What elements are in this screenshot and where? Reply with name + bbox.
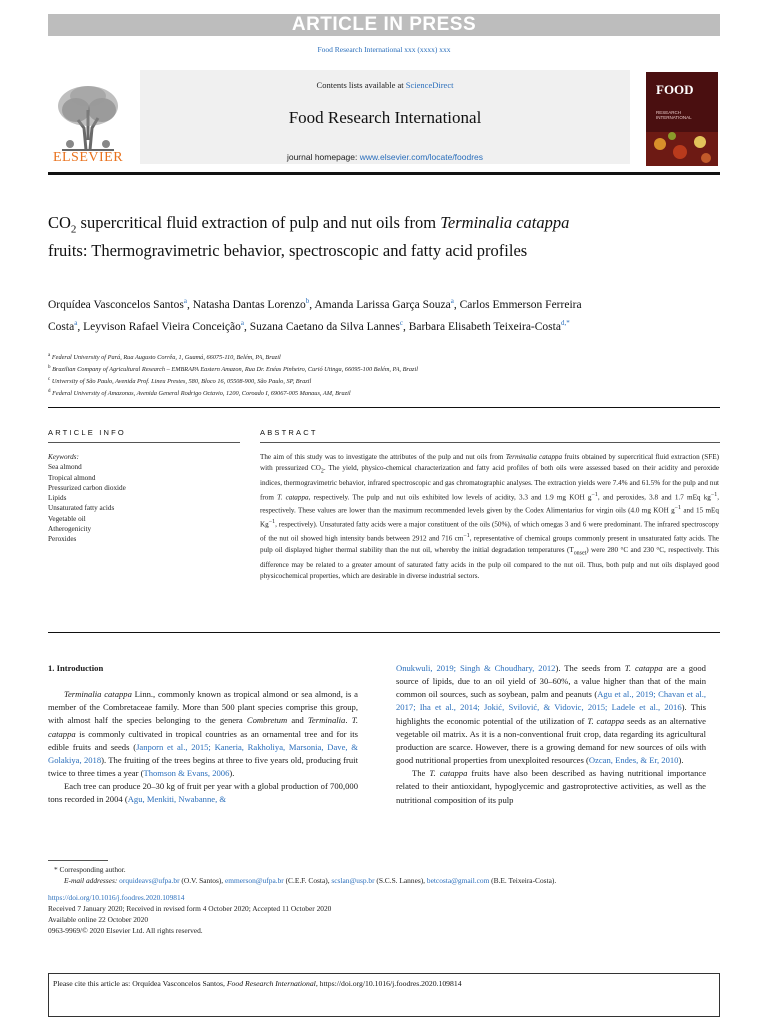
cover-title-international: INTERNATIONAL bbox=[656, 115, 692, 120]
abstract-heading: ABSTRACT bbox=[260, 428, 318, 437]
email-line bbox=[48, 875, 720, 886]
abstract-frag: −1 bbox=[463, 532, 470, 539]
author-name: Carlos Emmerson Ferreira Costa bbox=[48, 298, 582, 334]
abstract-frag: , respectively. The pulp and nut oils exhibited low levels of acidity, 3.3 and 1.9 mg KOH g bbox=[308, 493, 592, 502]
body-frag: ). The fruiting of the trees begins at three to five years old, producing fruit twice to three times a year ( bbox=[48, 754, 358, 779]
email-link[interactable]: emmerson@ufpa.br bbox=[225, 876, 284, 886]
citation-link[interactable]: Agu, Menkiti, Nwabanne, & bbox=[127, 794, 227, 805]
email-owner: (S.C.S. Lannes), bbox=[374, 876, 427, 886]
title-co: CO bbox=[48, 213, 71, 232]
article-title bbox=[48, 212, 608, 262]
abstract-frag: T. catappa bbox=[277, 493, 309, 502]
cover-title-research: RESEARCH bbox=[656, 110, 682, 115]
copyright: 0963-9969/© 2020 Elsevier Ltd. All rights reserved. bbox=[48, 926, 203, 936]
keyword: Sea almond bbox=[48, 463, 82, 472]
affiliation bbox=[48, 363, 720, 375]
abstract-frag: , respectively. These values are lower than the maximum recommended levels given by the Codex Alimentarius for virgin oils (4.0 mg KOH g bbox=[260, 493, 719, 515]
body-frag: fruits have also been described as having nutritional importance related to their antioxidant, hypoglycemic and gastroprotective activities, as well as the nutritional composition of its pulp bbox=[396, 768, 707, 805]
affiliation bbox=[48, 375, 720, 387]
abstract-frag: . The yield, physico-chemical characterization and fatty acid profiles of both oils were assessed based on their acidity and peroxide indices, thermogravimetric behavior, infrared spectroscopic and gas chromatographic analyses. The extraction yields were 7.4% and 61.5% for the pulp and nut from bbox=[260, 464, 719, 502]
citation-link[interactable]: Ozcan, Endes, & Er, 2010 bbox=[588, 755, 679, 766]
email-owner: (B.E. Teixeira-Costa). bbox=[489, 876, 557, 886]
body-column-right bbox=[396, 662, 706, 807]
email-owner: (O.V. Santos), bbox=[179, 876, 225, 886]
keywords-list bbox=[48, 452, 238, 545]
author[interactable] bbox=[83, 321, 244, 333]
cover-subtitle bbox=[656, 110, 692, 120]
body-frag: T. catappa bbox=[48, 715, 358, 739]
sciencedirect-link[interactable]: ScienceDirect bbox=[405, 80, 454, 90]
citation-box bbox=[48, 973, 720, 1017]
abstract-frag: −1 bbox=[674, 505, 681, 512]
keyword: Vegetable oil bbox=[48, 514, 86, 523]
email-link[interactable]: scslan@usp.br bbox=[331, 876, 375, 886]
contents-line bbox=[140, 80, 630, 90]
affil-text: University of São Paulo, Avenida Prof. Lineu Prestes, 580, Bloco 16, 05508-900, São Paulo, SP, Brazil bbox=[51, 378, 312, 386]
keyword: Tropical almond bbox=[48, 473, 96, 482]
body-frag: T. catappa bbox=[624, 663, 663, 673]
author-affil-mark[interactable]: c bbox=[399, 319, 403, 328]
abstract-frag: ) were 280 °C and 230 °C, respectively. This difference may be related to a greater amount of saturated fatty acids in the pulp oil compared to the nut oil. Thus, both pulp and nut oils displayed good physicochemical properties, which are desirable in diverse industrial sectors. bbox=[260, 545, 719, 580]
author-list: Orquídea Vasconcelos Santos$^a$, Natasha Dantas Lorenzo$^b$, Amanda Larissa Garça Souza$^a$, Carlos Emmerson Ferreira Costa$^a$, Leyvison Rafael Vieira Conceição$^a$, Suzana Caetano da Silva Lannes$^c$, Barbara Elisabeth Teixeira-Costa$^{d,*}$ bbox=[48, 297, 582, 334]
author-name: Amanda Larissa Garça Souza bbox=[314, 298, 451, 311]
body-frag: is commonly cultivated in tropical countries as an ornamental tree and for its edible fruits and seeds ( bbox=[48, 728, 358, 752]
abstract-frag: fruits obtained by supercritical fluid extraction (SFE) with pressurized CO bbox=[260, 453, 719, 473]
cite-doi[interactable]: , https://doi.org/10.1016/j.foodres.2020.109814 bbox=[315, 979, 462, 988]
body-frag: are a good source of lipids, due to an oil yield of 30–60%, a value higher than that of the main common oil sources, such as soybean, palm and peanuts ( bbox=[396, 663, 706, 700]
contents-text: Contents lists available at bbox=[316, 80, 406, 90]
masthead bbox=[48, 70, 720, 172]
body-frag: Terminalia bbox=[307, 715, 346, 726]
citation-link[interactable]: Onukwuli, 2019; Singh & Choudhary, 2012 bbox=[396, 663, 556, 673]
article-info-rule bbox=[48, 442, 240, 443]
body-frag: ). bbox=[678, 755, 684, 766]
abstract-frag: , representative of chemical groups commonly present in unsaturated fatty acids. The pulp oil displayed higher thermal stability than the nut oil, whereby the initial degradation temperatures (T bbox=[260, 534, 719, 554]
affil-mark: b bbox=[48, 365, 51, 371]
body-frag: T. catappa bbox=[587, 715, 625, 726]
affil-text: Federal University of Pará, Rua Augusto Corrêa, 1, Guamá, 66075-110, Belém, PA, Brazil bbox=[51, 354, 281, 362]
title-part-2: supercritical fluid extraction of pulp and nut oils from bbox=[76, 213, 441, 232]
abstract-frag: , respectively). Unsaturated fatty acids were a major constituent of the oils (50%), of which omegas 3 and 6 were predominant. The infrared spectroscopy of the nut oil showed high intensity bands between 2912 and 716 cm bbox=[260, 520, 719, 543]
header-rule bbox=[48, 172, 720, 175]
journal-title: Food Research International bbox=[288, 108, 482, 127]
affil-mark: a bbox=[48, 353, 51, 358]
cover-title bbox=[656, 84, 694, 96]
abstract-frag: onset bbox=[573, 550, 587, 557]
author-name: Suzana Caetano da Silva Lannes bbox=[249, 321, 400, 334]
article-info-heading: ARTICLE INFO bbox=[48, 428, 126, 437]
paragraph bbox=[48, 688, 358, 780]
cover-title-food: FOOD bbox=[656, 82, 694, 97]
citation-link[interactable]: Agu et al., 2019; Chavan et al., 2017; Iha et al., 2014; Jokić, Svilović, & Vidovic, 2015; Ladele et al., 2016 bbox=[396, 689, 707, 713]
homepage-label: journal homepage: bbox=[286, 152, 360, 162]
title-sub-2: 2 bbox=[70, 223, 77, 236]
abstract-frag: and 15 mEq Kg bbox=[260, 506, 719, 529]
keywords-heading: Keywords: bbox=[48, 453, 79, 461]
abstract-frag: −1 bbox=[710, 491, 718, 498]
cite-journal: Food Research International bbox=[226, 979, 316, 988]
body-frag: Each tree can produce 20–30 kg of fruit per year with a global production of 700,000 tons recorded in 2004 ( bbox=[48, 781, 358, 805]
info-top-rule bbox=[48, 407, 720, 408]
received-dates: Received 7 January 2020; Received in revised form 4 October 2020; Accepted 11 October 2020 bbox=[48, 903, 332, 913]
body-frag: ). This highlights the economic potential of the utilization of bbox=[396, 702, 706, 726]
homepage-link[interactable]: www.elsevier.com/locate/foodres bbox=[359, 152, 484, 162]
elsevier-wordmark: ELSEVIER bbox=[52, 150, 124, 165]
author[interactable] bbox=[250, 321, 403, 333]
keyword: Peroxides bbox=[48, 535, 77, 544]
author-affil-mark[interactable]: a bbox=[240, 319, 244, 328]
abstract-frag: 2 bbox=[320, 468, 324, 475]
journal-cover-thumbnail bbox=[646, 72, 718, 166]
abstract-rule bbox=[260, 442, 720, 443]
author[interactable] bbox=[193, 299, 310, 311]
email-owner: (C.E.F. Costa), bbox=[283, 876, 332, 886]
keyword: Pressurized carbon dioxide bbox=[48, 483, 126, 492]
affil-text: Federal University of Amazonas, Avenida General Rodrigo Octavio, 1200, Coroado I, 69067-005 Manaus, AM, Brazil bbox=[52, 390, 351, 398]
body-frag: Linn., commonly known as tropical almond or sea almond, is a member of the Combretaceae family. More than 500 plant species comprise this group, with almost half the species belonging to the genera bbox=[48, 689, 358, 726]
author-affil-mark[interactable]: b bbox=[305, 297, 310, 305]
email-label: E-mail addresses: bbox=[64, 876, 118, 886]
body-frag: Terminalia catappa bbox=[64, 689, 132, 700]
email-link[interactable]: orquideavs@ufpa.br bbox=[119, 876, 180, 886]
author-name: Barbara Elisabeth Teixeira-Costa bbox=[408, 321, 561, 334]
abstract-frag: Terminalia catappa bbox=[505, 453, 563, 461]
abstract-text bbox=[260, 452, 719, 582]
body-frag: The bbox=[412, 768, 430, 779]
abstract-bottom-rule bbox=[48, 632, 720, 633]
affiliations bbox=[48, 351, 720, 399]
keyword: Atherogenicity bbox=[48, 525, 92, 534]
paragraph bbox=[396, 767, 706, 806]
body-frag: T. catappa bbox=[429, 768, 468, 779]
cite-text: Please cite this article as: Orquídea Vasconcelos Santos, bbox=[53, 979, 227, 988]
citation-link[interactable]: Janporn et al., 2015; Kaneria, Rakholiya, Marsonia, Dave, & Golakiya, 2018 bbox=[48, 741, 358, 765]
abstract-frag: −1 bbox=[591, 491, 598, 498]
author-affil-mark[interactable]: a bbox=[74, 319, 78, 328]
abstract-frag: , and peroxides, 3.8 and 1.7 mEq kg bbox=[597, 493, 711, 502]
affiliation bbox=[48, 351, 720, 363]
title-part-3: fruits: Thermogravimetric behavior, spectroscopic and fatty acid profiles bbox=[48, 241, 528, 261]
body-frag: . bbox=[345, 715, 352, 726]
body-column-left bbox=[48, 662, 358, 807]
section-heading: 1. Introduction bbox=[48, 663, 104, 673]
abstract-frag: −1 bbox=[268, 519, 276, 526]
author-affil-mark[interactable]: a bbox=[450, 297, 454, 305]
affil-mark: c bbox=[48, 377, 51, 383]
journal-header-box bbox=[140, 70, 630, 164]
affiliation bbox=[48, 387, 720, 399]
author-affil-mark[interactable]: d,* bbox=[560, 319, 570, 328]
footnotes bbox=[48, 864, 720, 937]
paragraph bbox=[396, 662, 706, 767]
author[interactable] bbox=[48, 299, 187, 311]
keyword: Unsaturated fatty acids bbox=[48, 504, 115, 513]
email-link[interactable]: betcosta@gmail.com bbox=[426, 876, 490, 886]
affil-text: Brazilian Company of Agricultural Research – EMBRAPA Eastern Amazon, Rua Dr. Enéas Pinheiro, Curió Utinga, 66095-100 Belém, PA, Brazil bbox=[52, 366, 418, 374]
keyword: Lipids bbox=[48, 494, 67, 503]
available-online: Available online 22 October 2020 bbox=[48, 915, 149, 925]
author[interactable] bbox=[314, 299, 453, 311]
article-in-press-banner: ARTICLE IN PRESS bbox=[48, 14, 720, 36]
author-name: Natasha Dantas Lorenzo bbox=[192, 298, 306, 311]
title-species: Terminalia catappa bbox=[440, 213, 570, 232]
body-frag: seeds as an alternative vegetable oil matrix. As it is a non-conventional fruit crop, data regarding its agricultural production are scarce. However, there is a growing demand for new sources of oils with good nutritional properties from unexploited resources ( bbox=[396, 715, 706, 766]
doi-link[interactable]: https://doi.org/10.1016/j.foodres.2020.109814 bbox=[48, 892, 185, 902]
author[interactable] bbox=[409, 321, 570, 333]
body-frag: ). bbox=[229, 768, 235, 779]
body-frag: and bbox=[287, 715, 308, 726]
abstract-frag: The aim of this study was to investigate the attributes of the pulp and nut oils from bbox=[260, 453, 506, 461]
corresponding-author-note: * Corresponding author. bbox=[54, 865, 126, 874]
author-name: Leyvison Rafael Vieira Conceição bbox=[83, 321, 241, 334]
author-name: Orquídea Vasconcelos Santos bbox=[48, 298, 184, 311]
paragraph bbox=[48, 780, 358, 806]
body-frag: Combretum bbox=[246, 715, 288, 726]
citation-link[interactable]: Thomson & Evans, 2006 bbox=[143, 768, 230, 779]
journal-reference[interactable]: Food Research International xxx (xxxx) xxx bbox=[317, 45, 451, 54]
affil-mark: d bbox=[48, 389, 51, 395]
author-affil-mark[interactable]: a bbox=[183, 297, 187, 305]
homepage-line bbox=[140, 152, 630, 162]
body-frag: ). The seeds from bbox=[555, 663, 625, 673]
footnote-rule bbox=[48, 860, 108, 861]
